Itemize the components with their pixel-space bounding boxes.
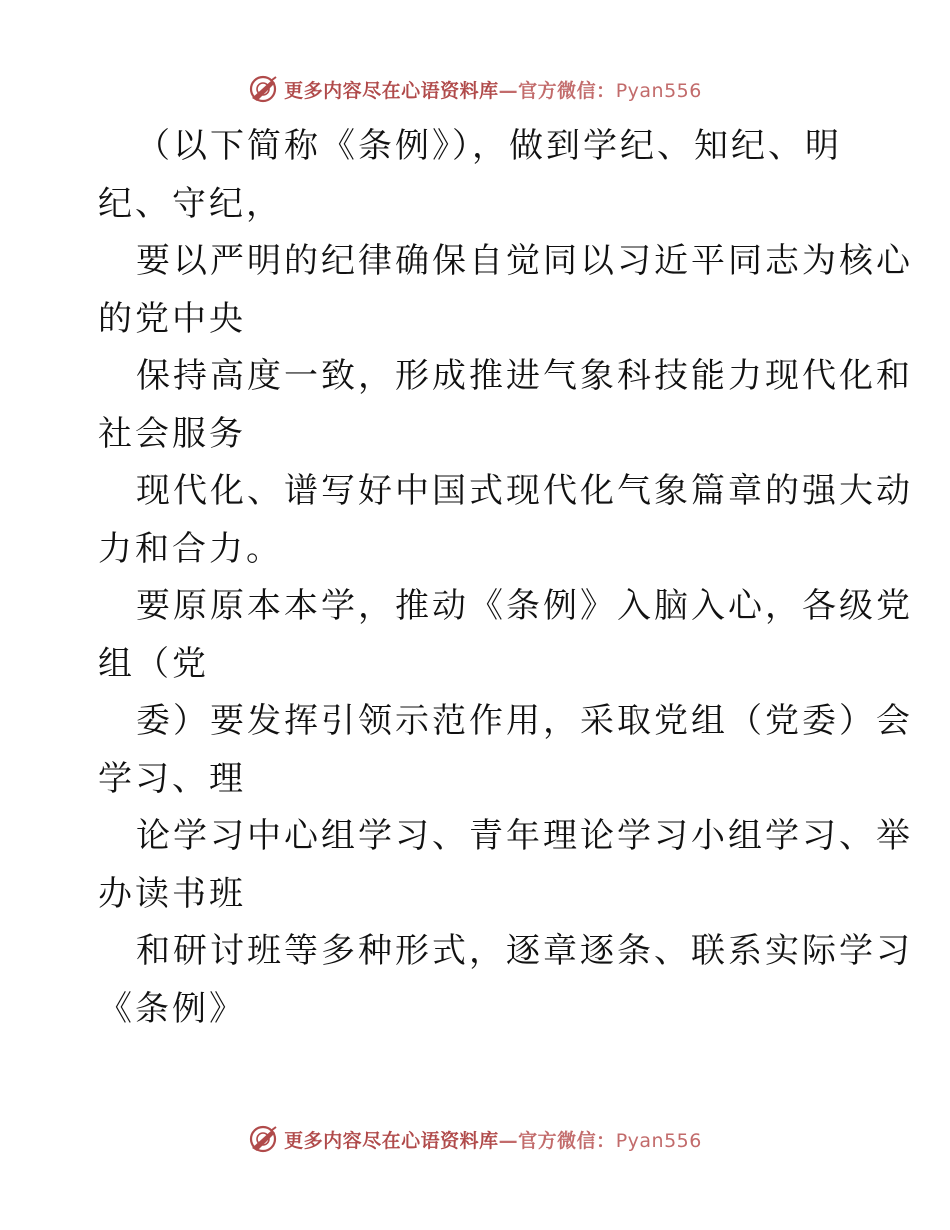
body-line: 社会服务 — [98, 413, 246, 454]
header-banner-title: 更多内容尽在心语资料库 — [284, 79, 499, 102]
header-banner-separator: — — [498, 79, 519, 102]
header-wechat-id: Pyan556 — [615, 79, 702, 102]
body-line: 和研讨班等多种形式，逐章逐条、联系实际学习 — [136, 931, 913, 971]
header-banner-text — [284, 76, 702, 103]
body-line: 纪、守纪， — [98, 183, 283, 224]
header-wechat-label: 官方微信： — [518, 79, 616, 102]
body-line: 组（党 — [98, 643, 209, 684]
footer-banner-text — [284, 1126, 702, 1153]
brand-logo-icon — [248, 1124, 278, 1154]
body-line: 办读书班 — [98, 873, 246, 914]
body-line: 《条例》 — [98, 988, 246, 1029]
footer-wechat-label: 官方微信： — [518, 1129, 616, 1152]
footer-wechat-id: Pyan556 — [615, 1129, 702, 1152]
document-body — [98, 118, 913, 1038]
header-banner — [0, 72, 950, 106]
body-line: 保持高度一致，形成推进气象科技能力现代化和 — [136, 356, 913, 396]
body-line: 学习、理 — [98, 758, 246, 799]
body-line: 要以严明的纪律确保自觉同以习近平同志为核心 — [136, 241, 913, 281]
footer-banner-separator: — — [498, 1129, 519, 1152]
body-line: 要原原本本学，推动《条例》入脑入心，各级党 — [136, 586, 913, 626]
body-line: （以下简称《条例》），做到学纪、知纪、明 — [136, 126, 842, 166]
brand-logo-icon — [248, 74, 278, 104]
footer-banner — [0, 1122, 950, 1156]
body-line: 的党中央 — [98, 298, 246, 339]
body-line: 论学习中心组学习、青年理论学习小组学习、举 — [136, 816, 913, 856]
body-line: 委）要发挥引领示范作用，采取党组（党委）会 — [136, 701, 913, 741]
body-line: 力和合力。 — [98, 528, 283, 569]
footer-banner-title: 更多内容尽在心语资料库 — [284, 1129, 499, 1152]
body-line: 现代化、谱写好中国式现代化气象篇章的强大动 — [136, 471, 913, 511]
